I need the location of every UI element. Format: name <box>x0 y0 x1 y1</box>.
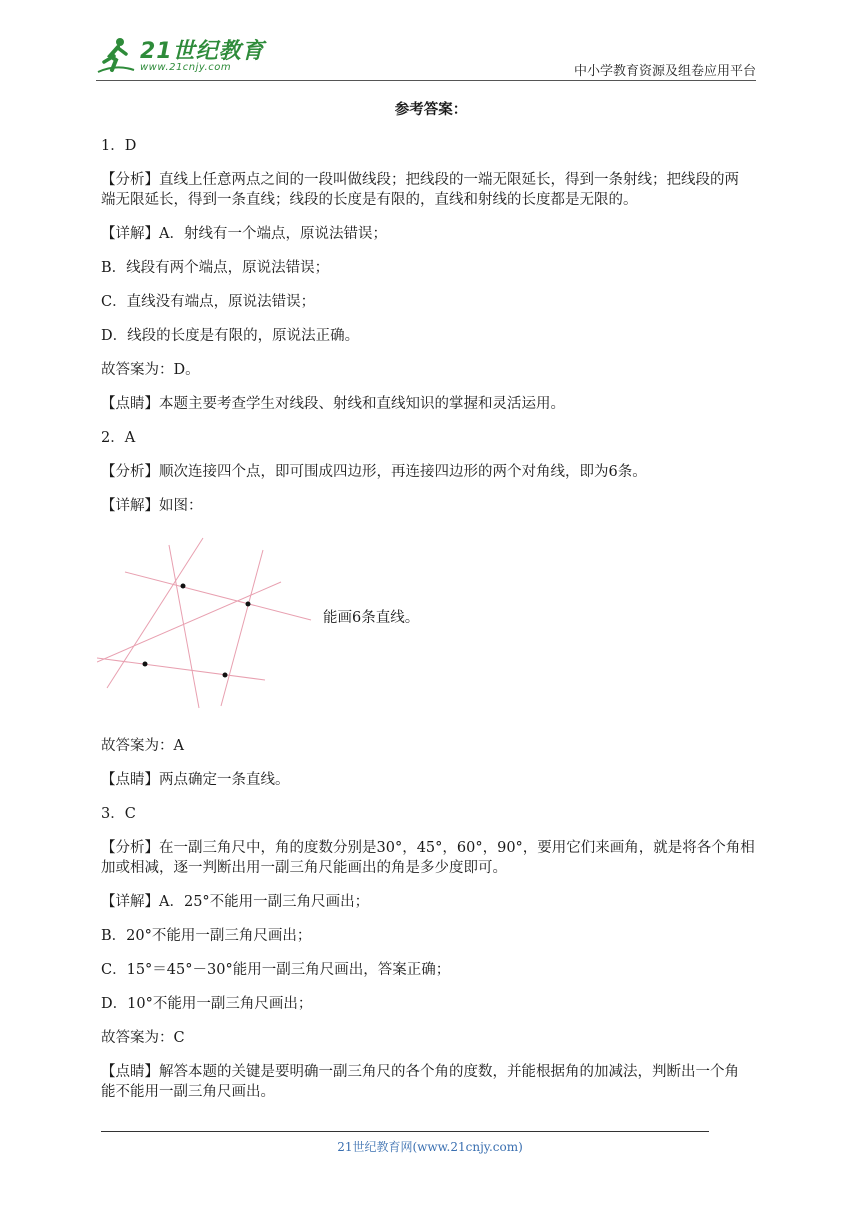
answer-content <box>101 100 761 1110</box>
q2-conclusion: 故答案为：A <box>101 738 184 754</box>
q3-conclusion: 故答案为：C <box>101 1030 185 1046</box>
logo-url: www.21cnjy.com <box>140 62 232 73</box>
q3-analysis-line1: 【分析】在一副三角尺中，角的度数分别是30°，45°，60°，90°，要用它们来画角，就是将各个角相 <box>101 840 755 856</box>
logo-text: 21世纪教育 <box>140 39 265 64</box>
lines-diagram <box>97 530 317 710</box>
q2-analysis: 【分析】顺次连接四个点，即可围成四边形，再连接四边形的两个对角线，即为6条。 <box>101 464 647 480</box>
q3-comment-line2: 能不能用一副三角尺画出。 <box>101 1084 275 1100</box>
q1-comment: 【点睛】本题主要考查学生对线段、射线和直线知识的掌握和灵活运用。 <box>101 396 565 412</box>
q3-analysis-line2: 加或相减，逐一判断出用一副三角尺能画出的角是多少度即可。 <box>101 860 507 876</box>
page-title: 参考答案： <box>394 101 468 118</box>
line-ac <box>169 545 199 708</box>
footer-link[interactable]: 21世纪教育网(www.21cnjy.com) <box>337 1140 523 1154</box>
q3-detail-b: B．20°不能用一副三角尺画出； <box>101 928 312 944</box>
four-points-lines-figure <box>101 530 761 730</box>
runner-logo-icon <box>96 36 136 76</box>
q3-detail-a: 【详解】A．25°不能用一副三角尺画出； <box>101 894 370 910</box>
line-bd <box>97 582 281 662</box>
q2-detail: 【详解】如图： <box>101 498 203 514</box>
q1-analysis-line2: 端无限延长，得到一条直线；线段的长度是有限的，直线和射线的长度都是无限的。 <box>101 192 638 208</box>
q1-answer: 1．D <box>101 138 137 154</box>
logo <box>96 34 266 80</box>
figure-caption: 能画6条直线。 <box>323 610 420 626</box>
q1-analysis-line1: 【分析】直线上任意两点之间的一段叫做线段；把线段的一端无限延长，得到一条射线；把线段的两 <box>101 172 739 188</box>
point-d <box>223 673 228 678</box>
q2-comment: 【点睛】两点确定一条直线。 <box>101 772 290 788</box>
q1-detail-c: C．直线没有端点，原说法错误； <box>101 294 316 310</box>
page-header <box>0 0 860 90</box>
q1-conclusion: 故答案为：D。 <box>101 362 200 378</box>
q1-detail-b: B．线段有两个端点，原说法错误； <box>101 260 330 276</box>
line-bc <box>221 550 263 706</box>
point-a <box>181 584 186 589</box>
q3-detail-c: C．15°＝45°－30°能用一副三角尺画出，答案正确； <box>101 962 451 978</box>
line-ab <box>125 572 311 620</box>
q1-detail-d: D．线段的长度是有限的，原说法正确。 <box>101 328 360 344</box>
header-platform-text: 中小学教育资源及组卷应用平台 <box>573 64 756 79</box>
q3-answer: 3．C <box>101 806 136 822</box>
q3-detail-d: D．10°不能用一副三角尺画出； <box>101 996 313 1012</box>
footer-divider <box>101 1131 709 1132</box>
line-cd <box>97 658 265 680</box>
point-c <box>143 662 148 667</box>
point-b <box>246 602 251 607</box>
q2-answer: 2．A <box>101 430 136 446</box>
q3-comment-line1: 【点睛】解答本题的关键是要明确一副三角尺的各个角的度数，并能根据角的加减法，判断出一个角 <box>101 1064 739 1080</box>
header-divider <box>96 80 756 81</box>
q1-detail-a: 【详解】A．射线有一个端点，原说法错误； <box>101 226 387 242</box>
